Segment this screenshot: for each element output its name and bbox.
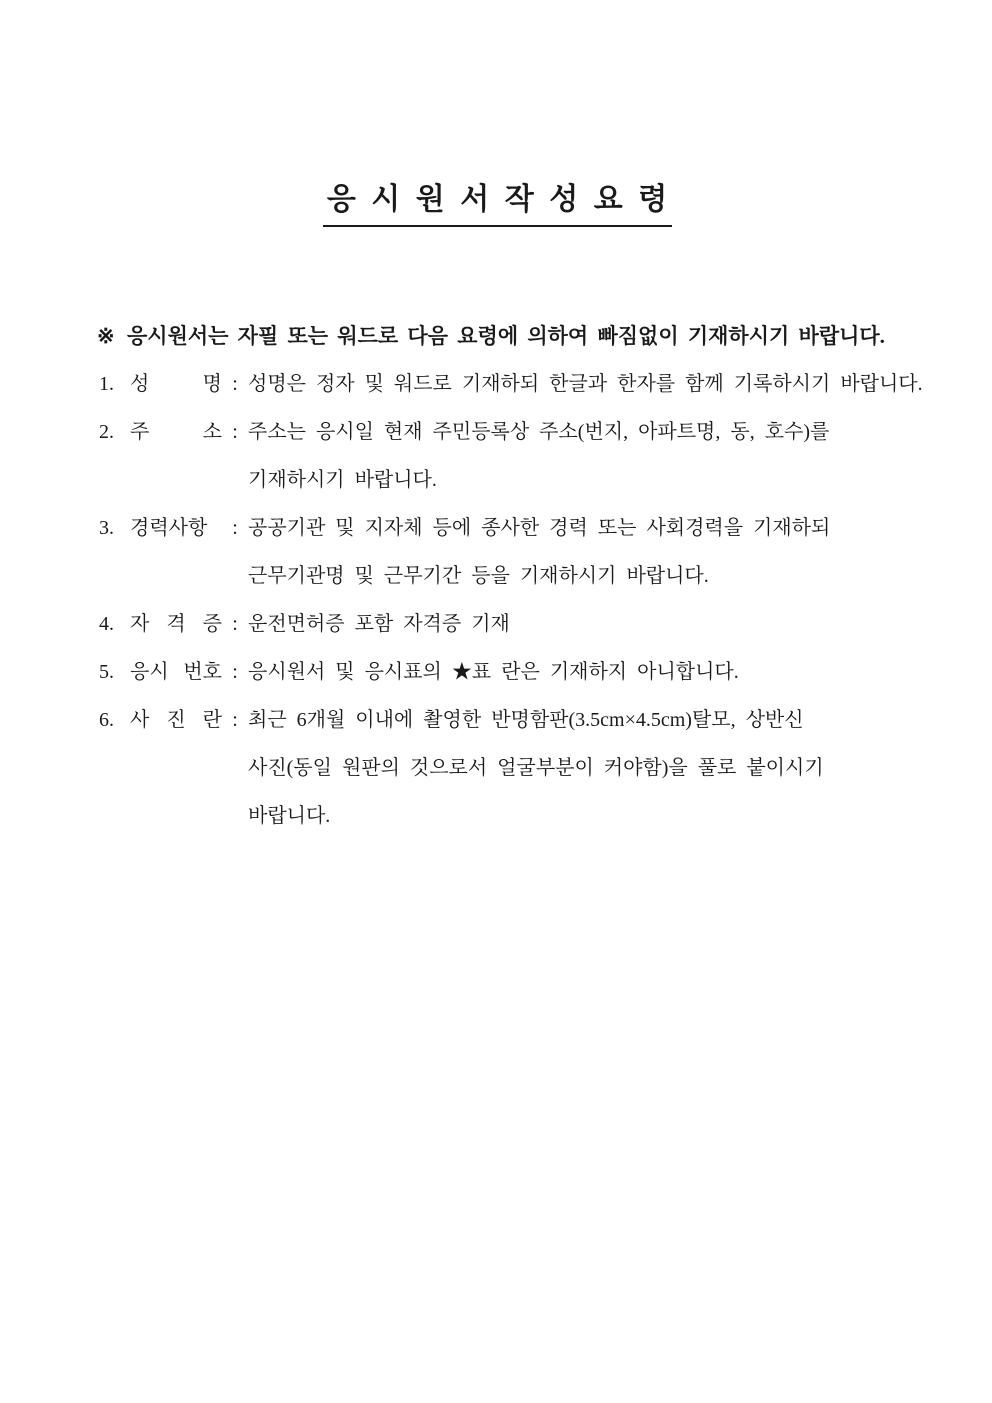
item-line: 응시원서 및 응시표의 ★표 란은 기재하지 아니합니다. [248, 661, 739, 683]
item-line: 성명은 정자 및 워드로 기재하되 한글과 한자를 함께 기록하시기 바랍니다. [248, 373, 923, 395]
item-colon: : [232, 421, 238, 443]
item-content [248, 360, 923, 408]
instruction-list [99, 360, 923, 840]
item-colon: : [232, 613, 238, 635]
document-title: 응 시 원 서 작 성 요 령 [323, 182, 672, 227]
item-colon: : [232, 517, 238, 539]
item-line: 사진(동일 원판의 것으로서 얼굴부분이 커야함)을 풀로 붙이시기 [248, 757, 824, 779]
title-row [97, 182, 898, 226]
item-content [248, 696, 898, 840]
instruction-item-4 [99, 600, 898, 648]
instruction-item-6 [99, 696, 898, 840]
item-number: 6. [99, 709, 114, 731]
item-label: 응시 번호 [130, 661, 222, 683]
item-number: 2. [99, 421, 114, 443]
item-label: 사 진 란 [130, 709, 222, 731]
item-number: 5. [99, 661, 114, 683]
notice-line [97, 312, 898, 360]
item-label: 주 소 [130, 421, 222, 443]
item-number: 3. [99, 517, 114, 539]
item-line: 공공기관 및 지자체 등에 종사한 경력 또는 사회경력을 기재하되 [248, 517, 831, 539]
item-label: 자 격 증 [130, 613, 222, 635]
item-line: 최근 6개월 이내에 촬영한 반명함판(3.5cm×4.5cm)탈모, 상반신 [248, 709, 804, 731]
instruction-item-1 [99, 360, 923, 408]
item-number: 4. [99, 613, 114, 635]
item-line: 주소는 응시일 현재 주민등록상 주소(번지, 아파트명, 동, 호수)를 [248, 421, 830, 443]
item-line: 근무기관명 및 근무기간 등을 기재하시기 바랍니다. [248, 565, 709, 587]
instruction-item-2 [99, 408, 898, 504]
item-label: 성 명 [130, 373, 222, 395]
reference-mark: ※ [97, 324, 115, 348]
item-line: 기재하시기 바랍니다. [248, 469, 437, 491]
item-colon: : [232, 709, 238, 731]
item-content [248, 504, 898, 600]
notice-text: 응시원서는 자필 또는 워드로 다음 요령에 의하여 빠짐없이 기재하시기 바랍니다. [127, 324, 885, 348]
item-line: 바랍니다. [248, 805, 331, 827]
instruction-item-3 [99, 504, 898, 600]
item-content [248, 600, 898, 648]
item-label: 경력사항 [130, 517, 208, 539]
instruction-item-5 [99, 648, 898, 696]
item-colon: : [232, 661, 238, 683]
item-colon: : [232, 373, 238, 395]
item-line: 운전면허증 포함 자격증 기재 [248, 613, 510, 635]
item-content [248, 648, 898, 696]
item-content [248, 408, 898, 504]
item-number: 1. [99, 373, 114, 395]
